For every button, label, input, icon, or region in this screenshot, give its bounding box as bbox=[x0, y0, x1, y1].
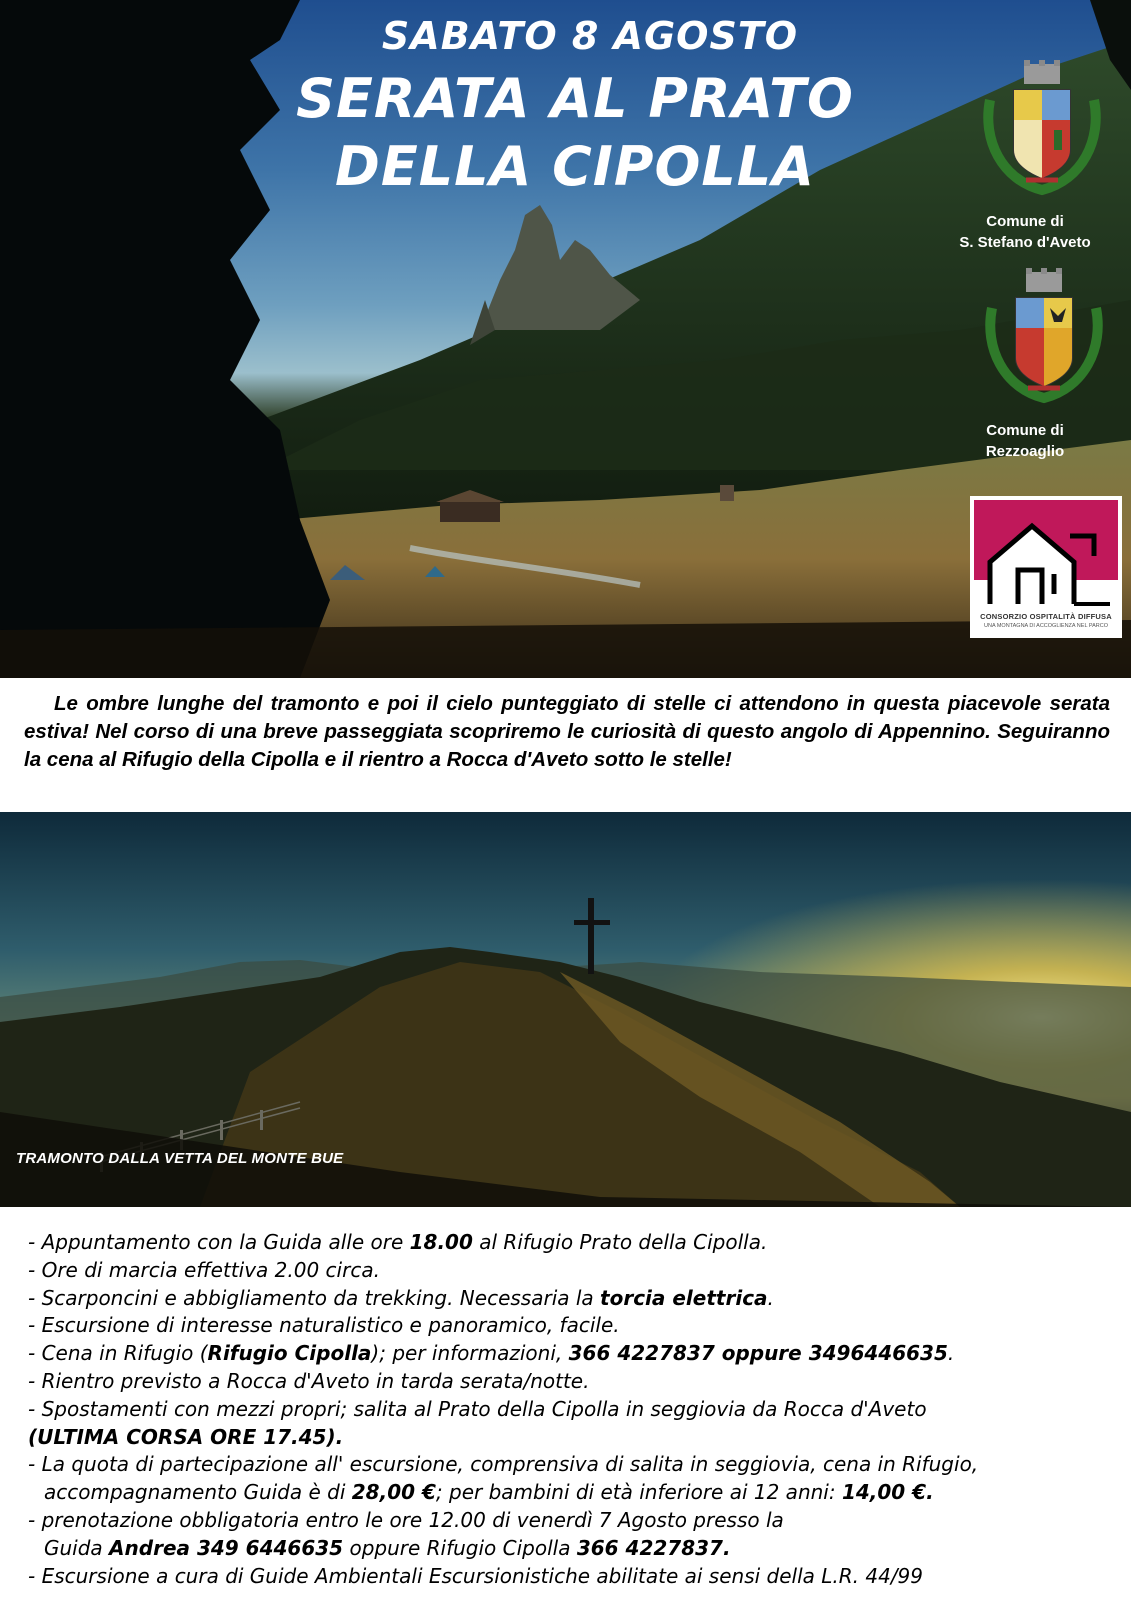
event-title-line2: DELLA CIPOLLA bbox=[335, 135, 815, 198]
crest2-label-line2: Rezzoaglio bbox=[985, 443, 1065, 460]
crest2-label bbox=[950, 420, 1100, 462]
detail-meeting-time bbox=[28, 1229, 1118, 1257]
detail-text: - Appuntamento con la Guida alle ore bbox=[28, 1230, 410, 1254]
detail-booking: - prenotazione obbligatoria entro le ore 12.00 di venerdì 7 Agosto presso la bbox=[28, 1507, 784, 1532]
intro-paragraph: Le ombre lunghe del tramonto e poi il cielo punteggiato di stelle ci attendono in questa piacevole serata estiva! Nel corso di una breve passeggiata scopriremo le curiosità di questo angolo di Appennino. Seguiranno la cena al Rifugio della Cipolla e il rientro a Rocca d'Aveto sotto le stelle! bbox=[24, 692, 1110, 771]
refuge-name: Rifugio Cipolla bbox=[207, 1341, 372, 1366]
crest2-label-line1: Comune di bbox=[986, 422, 1064, 439]
consorzio-name: CONSORZIO OSPITALITÀ DIFFUSA bbox=[980, 612, 1112, 621]
house-logo-icon bbox=[970, 496, 1122, 612]
meeting-time: 18.00 bbox=[409, 1230, 473, 1254]
info-phone-numbers: 366 4227837 oppure 3496446635 bbox=[568, 1341, 948, 1366]
detail-text: - Cena in Rifugio ( bbox=[28, 1341, 208, 1366]
detail-last-run bbox=[28, 1424, 1118, 1452]
detail-text: accompagnamento Guida è di bbox=[44, 1480, 352, 1505]
refuge-phone: 366 4227837. bbox=[576, 1535, 731, 1560]
event-title-line1: SERATA AL PRATO bbox=[296, 67, 854, 130]
rezzoaglio-coat-of-arms-icon bbox=[984, 268, 1104, 408]
detail-return: - Rientro previsto a Rocca d'Aveto in tarda serata/notte. bbox=[28, 1368, 590, 1393]
detail-dinner bbox=[28, 1340, 1118, 1368]
sunset-photo bbox=[0, 812, 1131, 1207]
detail-fee: - La quota di partecipazione all' escursione, comprensiva di salita in seggiovia, cena in Rifugio, bbox=[28, 1452, 979, 1477]
detail-guides: - Escursione a cura di Guide Ambientali Escursionistiche abilitate ai sensi della L.R. 44/99 bbox=[28, 1563, 924, 1588]
event-details-list bbox=[28, 1229, 1118, 1590]
detail-equipment bbox=[28, 1285, 1118, 1313]
guide-contact: Andrea 349 6446635 bbox=[109, 1535, 344, 1560]
photo-caption: TRAMONTO DALLA VETTA DEL MONTE BUE bbox=[16, 1150, 344, 1167]
detail-difficulty: - Escursione di interesse naturalistico e panoramico, facile. bbox=[28, 1313, 620, 1338]
santo-stefano-coat-of-arms-icon bbox=[982, 60, 1102, 200]
consorzio-tagline: UNA MONTAGNA DI ACCOGLIENZA NEL PARCO bbox=[984, 623, 1108, 629]
crest1-label bbox=[950, 211, 1100, 253]
child-price: 14,00 €. bbox=[841, 1480, 934, 1505]
adult-price: 28,00 € bbox=[351, 1480, 436, 1505]
detail-walking-hours: - Ore di marcia effettiva 2.00 circa. bbox=[28, 1257, 380, 1282]
hero-photo bbox=[0, 0, 1131, 678]
detail-text: - Scarponcini e abbigliamento da trekking. Necessaria la bbox=[28, 1285, 601, 1310]
consorzio-logo bbox=[970, 496, 1122, 638]
detail-fee-amounts bbox=[28, 1479, 1118, 1507]
detail-text: Guida bbox=[44, 1535, 110, 1560]
required-torch: torcia elettrica bbox=[600, 1285, 768, 1310]
sunset-summit-illustration bbox=[0, 812, 1131, 1207]
last-chairlift-run: (ULTIMA CORSA ORE 17.45). bbox=[28, 1424, 344, 1449]
crest1-label-line1: Comune di bbox=[986, 213, 1064, 230]
crest1-label-line2: S. Stefano d'Aveto bbox=[959, 234, 1091, 251]
detail-text: al Rifugio Prato della Cipolla. bbox=[472, 1230, 768, 1254]
detail-booking-contacts bbox=[28, 1535, 1118, 1563]
detail-text: oppure Rifugio Cipolla bbox=[343, 1535, 577, 1560]
detail-text: ; per bambini di età inferiore ai 12 anni: bbox=[435, 1480, 842, 1505]
detail-transport: - Spostamenti con mezzi propri; salita al Prato della Cipolla in seggiovia da Rocca d'Aveto bbox=[28, 1396, 927, 1421]
detail-text: . bbox=[947, 1341, 955, 1366]
detail-text: ); per informazioni, bbox=[371, 1341, 569, 1366]
detail-text: . bbox=[767, 1285, 774, 1310]
event-date: SABATO 8 AGOSTO bbox=[381, 14, 799, 58]
